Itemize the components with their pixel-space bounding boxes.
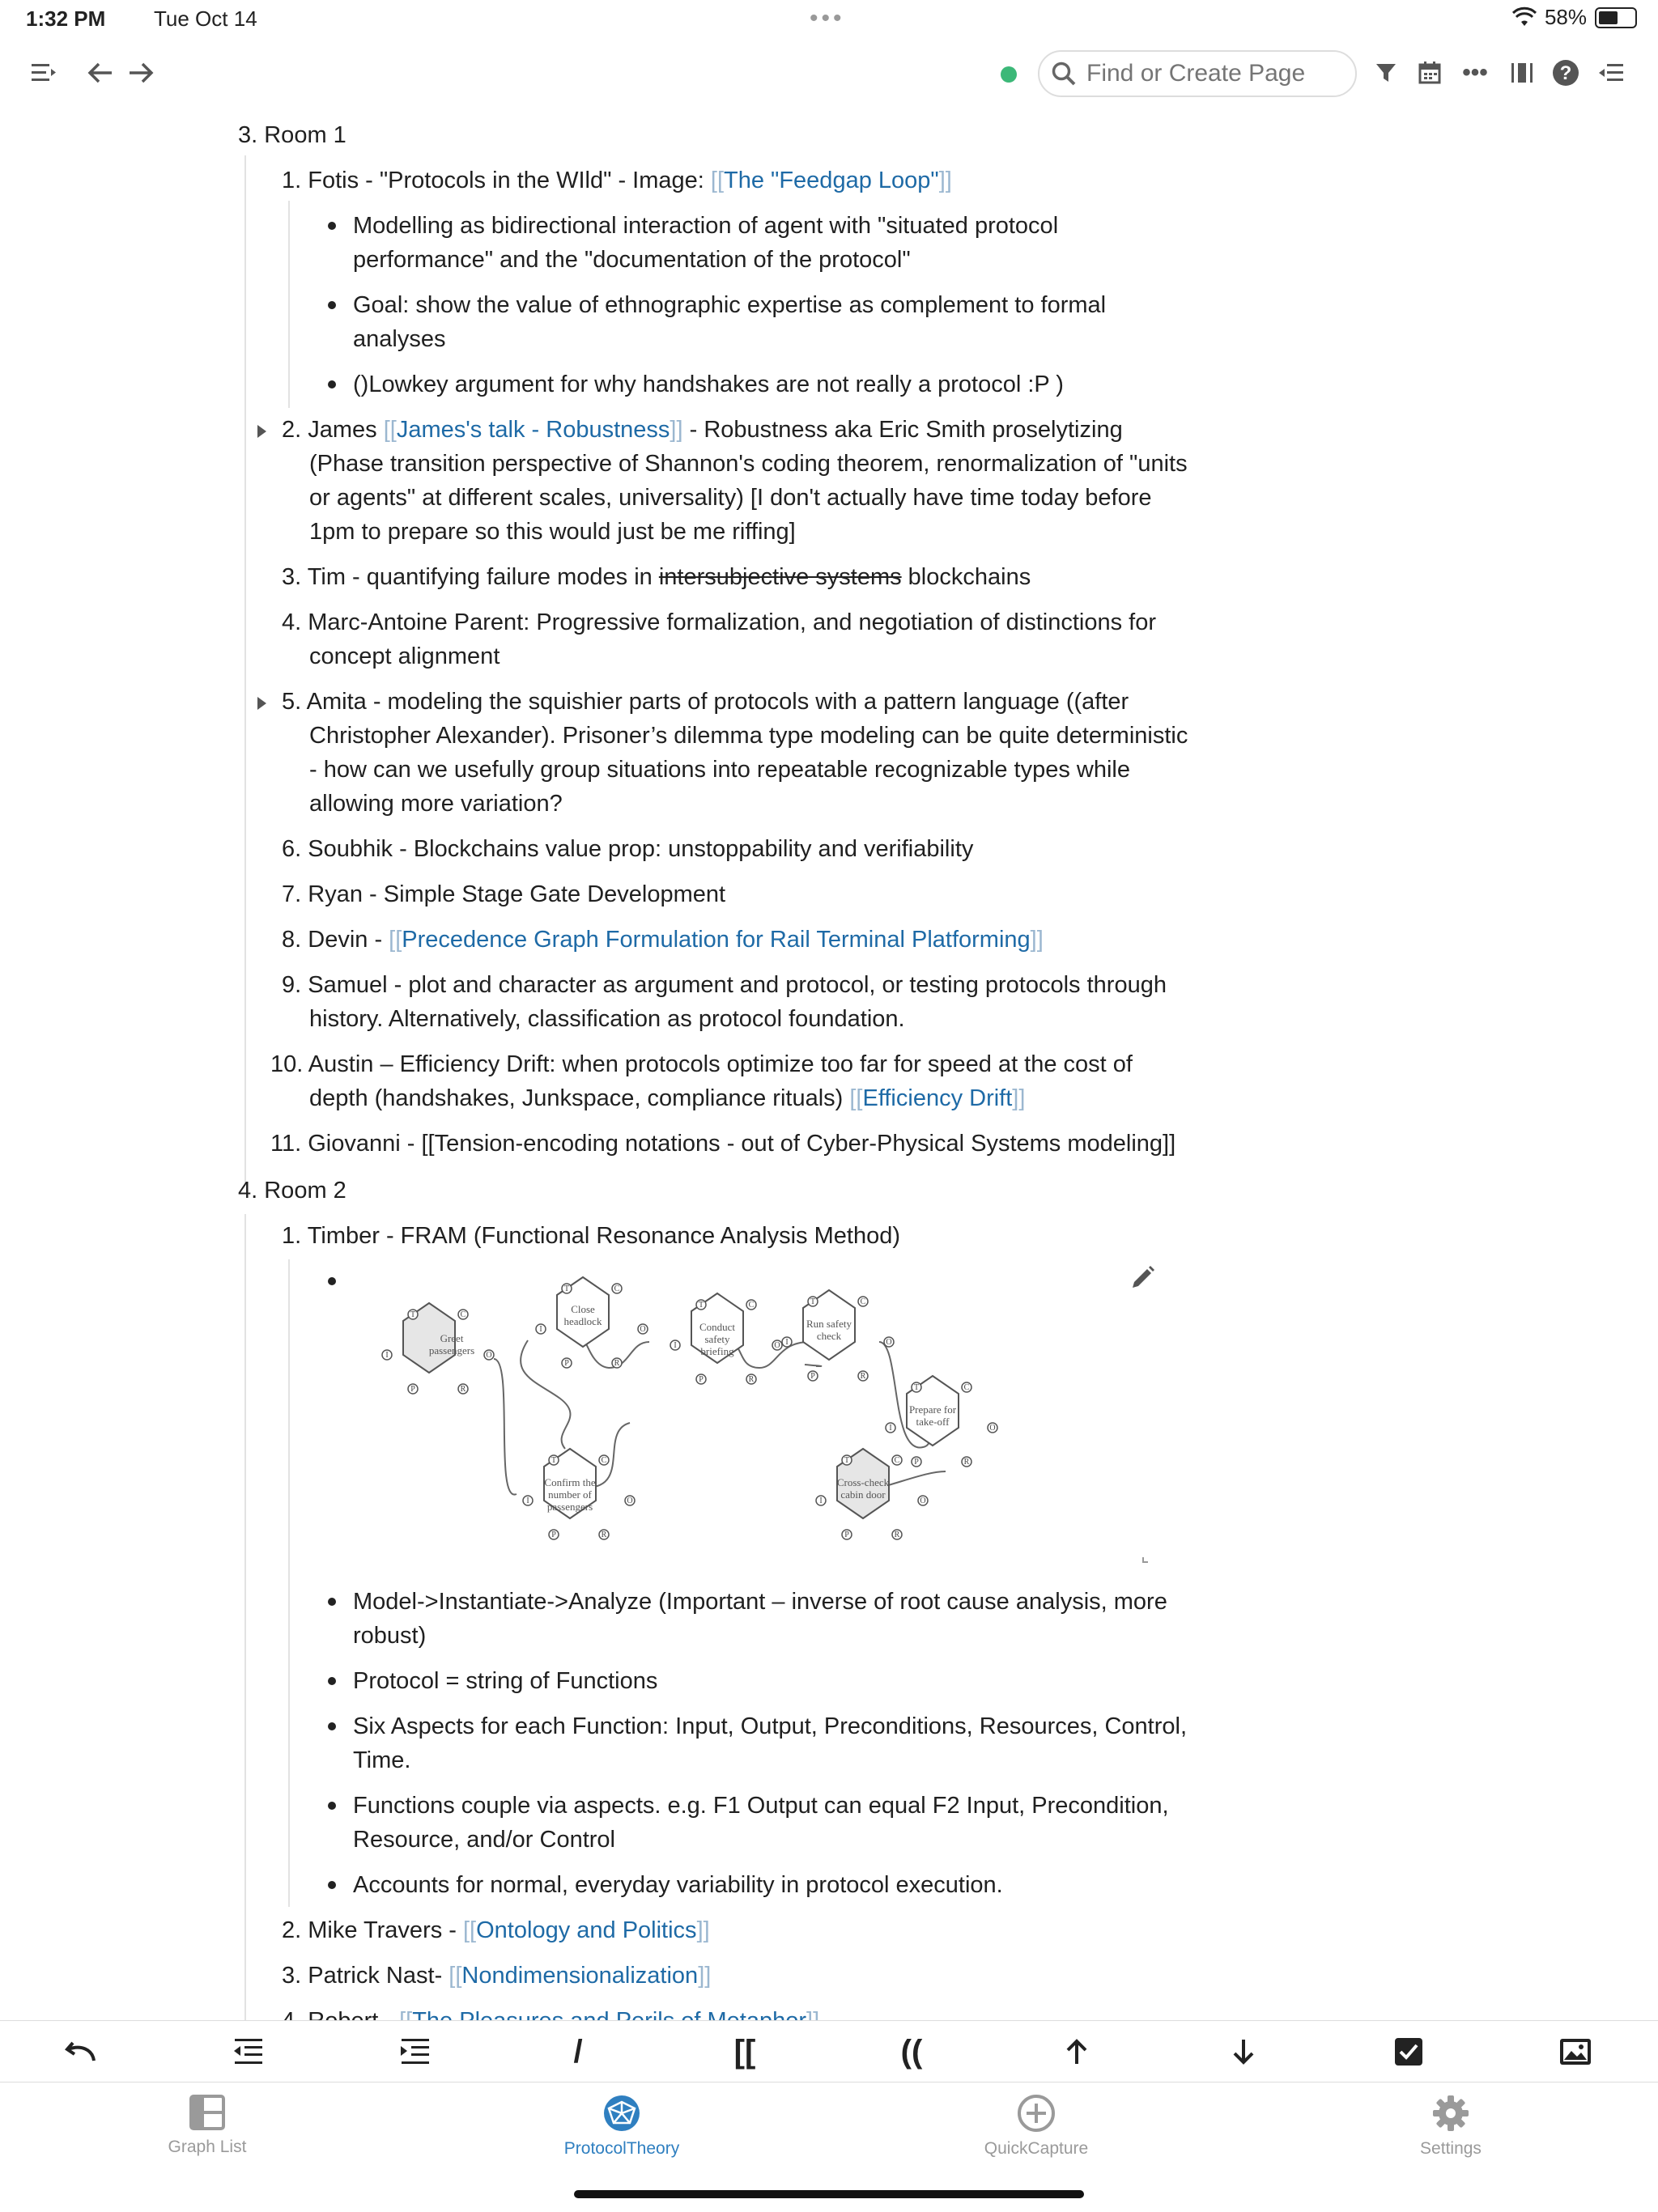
svg-text:T: T	[551, 1456, 557, 1465]
svg-text:R: R	[748, 1375, 755, 1384]
fram-function-label: Cross-check cabin door	[836, 1476, 890, 1501]
svg-text:T: T	[698, 1301, 704, 1310]
link-bracket: [[	[449, 1963, 462, 1989]
list-item[interactable]	[282, 968, 1167, 1002]
svg-text:P: P	[410, 1385, 415, 1394]
bullet-dot[interactable]	[328, 1802, 336, 1810]
item-text: Patrick Nast-	[308, 1963, 449, 1989]
item-number: 2.	[282, 417, 302, 443]
strikethrough-text: intersubjective systems	[658, 564, 902, 590]
bullet-dot[interactable]	[328, 222, 336, 230]
item-text: Soubhik - Blockchains value prop: unstoppability and verifiability	[308, 836, 974, 862]
item-number: 7.	[282, 881, 302, 907]
bullet-text[interactable]: Modelling as bidirectional interaction of agent with "situated protocol	[353, 213, 1059, 239]
todo-checkbox-icon[interactable]	[1368, 2021, 1449, 2083]
item-text: James	[308, 417, 384, 443]
svg-text:T: T	[563, 1284, 570, 1293]
page-link[interactable]: Efficiency Drift	[862, 1085, 1013, 1111]
bullet-dot[interactable]	[328, 1677, 336, 1685]
item-text: Marc-Antoine Parent: Progressive formalization, and negotiation of distinctions for	[308, 609, 1157, 635]
sync-status-dot	[1001, 66, 1017, 83]
room1-guide-line	[244, 155, 246, 1183]
svg-text:C: C	[894, 1456, 900, 1465]
fram-function-label: Conduct safety briefing	[699, 1321, 736, 1357]
bullet-text[interactable]: Accounts for normal, everyday variability in protocol execution.	[353, 1872, 1003, 1898]
bullet-text[interactable]: Time.	[353, 1747, 411, 1773]
item-number: 3.	[282, 564, 302, 590]
list-item[interactable]	[282, 877, 725, 911]
link-bracket: [[	[383, 417, 397, 443]
svg-text:O: O	[886, 1338, 892, 1347]
multitasking-dots-icon[interactable]: •••	[810, 5, 845, 32]
item-number: 1.	[282, 1223, 302, 1249]
tab-label: QuickCapture	[984, 2139, 1089, 2158]
bullet-dot[interactable]	[328, 1277, 336, 1285]
item-text: Mike Travers -	[308, 1917, 463, 1943]
room1-heading[interactable]: 3. Room 1	[238, 122, 346, 148]
move-down-icon[interactable]	[1203, 2021, 1284, 2083]
svg-text:R: R	[894, 1531, 900, 1539]
svg-text:T: T	[913, 1383, 920, 1392]
filter-icon[interactable]	[1368, 55, 1404, 91]
fram-function-label: Confirm the number of passengers	[544, 1476, 596, 1513]
tab-protocoltheory[interactable]	[525, 2094, 719, 2159]
svg-text:O: O	[640, 1325, 646, 1334]
svg-text:P: P	[914, 1458, 919, 1467]
item-text[interactable]: history. Alternatively, classification as protocol foundation.	[309, 1006, 905, 1032]
svg-text:R: R	[614, 1359, 620, 1368]
list-item[interactable]	[270, 1127, 1175, 1161]
collapse-sidebar-icon[interactable]	[1593, 55, 1629, 91]
svg-text:C: C	[460, 1310, 466, 1319]
svg-text:R: R	[460, 1385, 466, 1394]
item-text[interactable]: Christopher Alexander). Prisoner’s dilemma type modeling can be quite deterministic	[309, 723, 1188, 749]
fram-function-label: Close headlock	[563, 1303, 602, 1327]
svg-text:C: C	[748, 1301, 755, 1310]
timber-guide-line	[288, 1259, 290, 1907]
item-text[interactable]: or agents" at different scales, universality) [I don't actually have time today before	[309, 485, 1152, 511]
svg-text:?: ?	[1559, 62, 1572, 84]
link-bracket: ]]	[696, 1917, 710, 1943]
item-number: 3.	[282, 1963, 302, 1989]
svg-text:O: O	[627, 1497, 633, 1505]
editing-toolbar	[0, 2020, 1658, 2083]
bullet-dot[interactable]	[328, 1722, 336, 1730]
item-text[interactable]	[309, 1081, 1025, 1115]
list-item[interactable]	[270, 1047, 1133, 1081]
svg-text:P: P	[699, 1375, 704, 1384]
link-bracket: ]]	[1012, 1085, 1026, 1111]
fram-function-label: Greet passengers	[428, 1332, 475, 1356]
bullet-text[interactable]: Resource, and/or Control	[353, 1827, 615, 1853]
right-sidebar-icon[interactable]	[1504, 55, 1540, 91]
list-item[interactable]	[282, 163, 952, 197]
home-indicator	[574, 2190, 1084, 2198]
wifi-icon	[1512, 8, 1537, 28]
item-text[interactable]: 1pm to prepare so this would just be me riffing]	[309, 519, 796, 545]
battery-icon	[1595, 7, 1637, 28]
svg-text:T: T	[810, 1297, 816, 1306]
page-ref-button[interactable]: [[	[733, 2033, 756, 2070]
tab-label: Settings	[1420, 2139, 1482, 2158]
collapsed-caret-icon[interactable]	[257, 425, 266, 438]
link-bracket: [[	[710, 168, 725, 193]
calendar-icon[interactable]	[1412, 55, 1448, 91]
bullet-text[interactable]: Goal: show the value of ethnographic expertise as complement to formal	[353, 292, 1107, 318]
bullet-text[interactable]: Functions couple via aspects. e.g. F1 Output can equal F2 Input, Precondition,	[353, 1793, 1169, 1819]
item-text: Austin – Efficiency Drift: when protocols optimize too far for speed at the cost of	[308, 1051, 1133, 1077]
tab-label: Graph List	[168, 2138, 247, 2156]
insert-image-icon[interactable]	[1535, 2021, 1616, 2083]
list-item[interactable]	[282, 685, 1129, 719]
svg-text:P: P	[551, 1531, 556, 1539]
back-arrow-icon[interactable]	[83, 55, 118, 91]
page-link[interactable]: Precedence Graph Formulation for Rail Terminal Platforming	[402, 927, 1031, 953]
bullet-dot[interactable]	[328, 1881, 336, 1889]
item-text: Devin -	[308, 927, 389, 953]
svg-text:R: R	[963, 1458, 970, 1467]
svg-text:T: T	[410, 1310, 416, 1319]
svg-text:P: P	[810, 1372, 815, 1381]
item-text: Tim - quantifying failure modes in	[307, 564, 659, 590]
item-text: Timber - FRAM (Functional Resonance Analysis Method)	[307, 1223, 900, 1249]
svg-text:I: I	[526, 1497, 529, 1505]
resize-handle-icon	[1143, 1557, 1148, 1562]
list-item[interactable]	[282, 1959, 711, 1993]
svg-text:P: P	[564, 1359, 569, 1368]
item-text: blockchains	[901, 564, 1031, 590]
graph-logo-icon	[602, 2094, 641, 2133]
item-number: 6.	[282, 836, 302, 862]
svg-text:P: P	[844, 1531, 849, 1539]
item-text[interactable]: - how can we usefully group situations into repeatable recognizable types while	[309, 757, 1130, 783]
item-text: Ryan - Simple Stage Gate Development	[308, 881, 726, 907]
bullet-text[interactable]: Protocol = string of Functions	[353, 1668, 658, 1694]
outdent-icon[interactable]	[207, 2021, 288, 2083]
bullet-text[interactable]: performance" and the "documentation of the protocol"	[353, 247, 911, 273]
svg-text:O: O	[774, 1341, 780, 1350]
more-options-icon[interactable]: •••	[1462, 59, 1488, 86]
svg-text:I: I	[785, 1338, 789, 1347]
tab-quickcapture[interactable]	[939, 2094, 1133, 2159]
svg-text:I: I	[385, 1351, 389, 1360]
fram-aspect-letters	[385, 1284, 995, 1539]
fram-function-label: Prepare for take-off	[908, 1403, 957, 1428]
tab-graph-list[interactable]	[110, 2094, 304, 2157]
svg-text:I: I	[889, 1424, 892, 1433]
item-number: 9.	[282, 972, 302, 998]
collapsed-caret-icon[interactable]	[257, 697, 266, 710]
svg-text:O: O	[486, 1351, 492, 1360]
svg-text:I: I	[539, 1325, 542, 1334]
tab-label: ProtocolTheory	[563, 2139, 680, 2158]
bullet-text[interactable]: analyses	[353, 326, 446, 352]
forward-arrow-icon[interactable]	[123, 55, 159, 91]
page-link[interactable]: Ontology and Politics	[476, 1917, 697, 1943]
room2-heading[interactable]: 4. Room 2	[238, 1178, 346, 1204]
list-item[interactable]	[282, 2004, 819, 2020]
bullet-dot[interactable]	[328, 1598, 336, 1606]
help-icon[interactable]	[1548, 55, 1584, 91]
sidebar-toggle-icon[interactable]	[26, 55, 62, 91]
page-link[interactable]: James's talk - Robustness	[396, 417, 670, 443]
list-item[interactable]	[282, 413, 1123, 447]
fotis-guide-line	[288, 201, 290, 408]
item-text[interactable]: concept alignment	[309, 643, 500, 669]
link-bracket: ]]	[670, 417, 683, 443]
plus-circle-icon	[1017, 2094, 1056, 2133]
svg-text:C: C	[860, 1297, 866, 1306]
item-number: 4.	[282, 609, 302, 635]
search-icon	[1051, 61, 1077, 87]
search-input[interactable]	[1085, 59, 1347, 88]
svg-text:I: I	[819, 1497, 823, 1505]
bullet-text[interactable]: robust)	[353, 1623, 427, 1649]
list-item[interactable]	[282, 560, 1031, 594]
item-number: 10.	[270, 1051, 304, 1077]
undo-icon[interactable]	[40, 2021, 121, 2083]
item-text: Amita - modeling the squishier parts of protocols with a pattern language ((after	[306, 689, 1129, 715]
list-item[interactable]	[282, 1219, 900, 1253]
item-number: 11.	[270, 1131, 302, 1157]
link-bracket: ]]	[698, 1963, 712, 1989]
page-link[interactable]: The "Feedgap Loop"	[724, 168, 939, 193]
svg-text:O: O	[920, 1497, 926, 1505]
gear-icon	[1431, 2094, 1470, 2133]
item-text: depth (handshakes, Junkspace, compliance rituals)	[309, 1085, 850, 1111]
move-up-icon[interactable]	[1036, 2021, 1117, 2083]
item-number: 5.	[282, 689, 302, 715]
item-number: 2.	[282, 1917, 302, 1943]
bullet-text[interactable]: ()Lowkey argument for why handshakes are not really a protocol :P )	[353, 371, 1064, 397]
link-bracket: [[	[389, 927, 402, 953]
fram-function-label: Run safety check	[806, 1318, 852, 1342]
bullet-dot[interactable]	[328, 380, 336, 388]
item-text: Fotis - "Protocols in the WIld" - Image:	[308, 168, 711, 193]
item-text[interactable]: (Phase transition perspective of Shannon's coding theorem, renormalization of "units	[309, 451, 1188, 477]
fram-diagram-image[interactable]	[372, 1277, 1150, 1569]
svg-text:C: C	[963, 1383, 970, 1392]
item-number: 1.	[282, 168, 302, 193]
list-item[interactable]	[282, 1913, 710, 1947]
block-ref-button[interactable]: ((	[900, 2033, 923, 2070]
svg-text:O: O	[989, 1424, 996, 1433]
room2-guide-line	[244, 1214, 246, 2023]
status-date: Tue Oct 14	[154, 6, 257, 31]
indent-icon[interactable]	[374, 2021, 455, 2083]
item-text: Samuel - plot and character as argument and protocol, or testing protocols through	[308, 972, 1167, 998]
link-bracket: ]]	[1030, 927, 1044, 953]
search-box[interactable]	[1038, 50, 1357, 97]
link-bracket: ]]	[938, 168, 952, 193]
item-text: - Robustness aka Eric Smith proselytizing	[682, 417, 1123, 443]
bullet-text[interactable]: Six Aspects for each Function: Input, Output, Preconditions, Resources, Control,	[353, 1713, 1188, 1739]
bullet-dot[interactable]	[328, 301, 336, 309]
link-bracket: [[	[849, 1085, 863, 1111]
svg-text:C: C	[614, 1284, 620, 1293]
status-indicators	[1512, 5, 1637, 30]
svg-text:C: C	[601, 1456, 607, 1465]
item-text[interactable]: allowing more variation?	[309, 791, 563, 817]
link-bracket: [[	[463, 1917, 477, 1943]
item-number: 8.	[282, 927, 302, 953]
svg-text:I: I	[674, 1341, 677, 1350]
status-time: 1:32 PM	[26, 6, 106, 31]
layout-icon	[189, 2094, 226, 2131]
svg-text:T: T	[844, 1456, 850, 1465]
svg-text:R: R	[601, 1531, 607, 1539]
list-item[interactable]	[282, 923, 1044, 957]
battery-percent: 58%	[1544, 5, 1587, 29]
slash-command-button[interactable]: /	[573, 2033, 583, 2070]
item-text: Giovanni - [[Tension-encoding notations - out of Cyber-Physical Systems modeling]]	[308, 1131, 1176, 1157]
tab-settings[interactable]	[1354, 2094, 1548, 2159]
list-item[interactable]	[282, 832, 973, 866]
bullet-text[interactable]: Model->Instantiate->Analyze (Important – inverse of root cause analysis, more	[353, 1589, 1167, 1615]
page-link[interactable]: Nondimensionalization	[461, 1963, 699, 1989]
list-item[interactable]	[282, 605, 1156, 639]
svg-text:R: R	[860, 1372, 866, 1381]
